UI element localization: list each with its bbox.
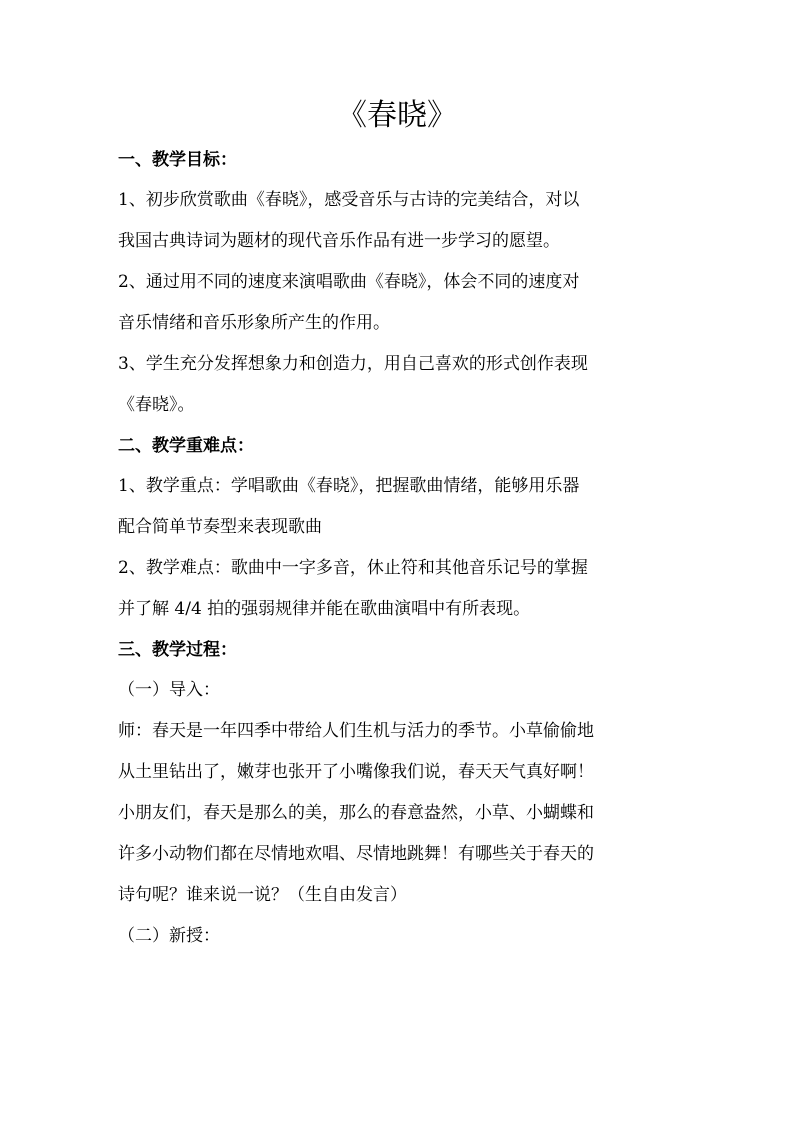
text-line: 《春晓》。 <box>118 395 195 415</box>
text-line: 1、初步欣赏歌曲《春晓》，感受音乐与古诗的完美结合，对以 <box>118 190 580 210</box>
section-heading-objectives: 一、教学目标： <box>118 150 237 170</box>
key-point-item-1 <box>118 466 678 548</box>
text-line: 音乐情绪和音乐形象所产生的作用。 <box>118 313 390 333</box>
text-line: 2、教学难点：歌曲中一字多音，休止符和其他音乐记号的掌握 <box>118 558 588 578</box>
teacher-speech <box>118 711 678 916</box>
text-line: 配合简单节奏型来表现歌曲 <box>118 517 322 537</box>
text-line: 小朋友们，春天是那么的美，那么的春意盎然，小草、小蝴蝶和 <box>118 803 594 823</box>
text-line: 2、通过用不同的速度来演唱歌曲《春晓》，体会不同的速度对 <box>118 272 580 292</box>
subsection-new-teaching-heading: （二）新授： <box>118 926 220 946</box>
section-heading-process: 三、教学过程： <box>118 640 237 660</box>
subsection-intro-heading: （一）导入： <box>118 680 220 700</box>
text-line: 并了解 4/4 拍的强弱规律并能在歌曲演唱中有所表现。 <box>118 599 531 619</box>
section-heading-key-points: 二、教学重难点： <box>118 436 254 456</box>
document-title: 《春晓》 <box>337 98 457 133</box>
text-line: 许多小动物们都在尽情地欢唱、尽情地跳舞！有哪些关于春天的 <box>118 844 594 864</box>
text-line: 从土里钻出了，嫩芽也张开了小嘴像我们说，春天天气真好啊！ <box>118 762 594 782</box>
text-line: 3、学生充分发挥想象力和创造力，用自己喜欢的形式创作表现 <box>118 354 588 374</box>
text-line: 诗句呢？谁来说一说？（生自由发言） <box>118 885 407 905</box>
key-point-item-2 <box>118 548 678 630</box>
objective-item-2 <box>118 262 678 344</box>
objective-item-3 <box>118 344 678 426</box>
text-line: 师：春天是一年四季中带给人们生机与活力的季节。小草偷偷地 <box>118 721 594 741</box>
document-body <box>118 140 678 957</box>
text-line: 我国古典诗词为题材的现代音乐作品有进一步学习的愿望。 <box>118 231 560 251</box>
objective-item-1 <box>118 180 678 262</box>
text-line: 1、教学重点：学唱歌曲《春晓》，把握歌曲情绪，能够用乐器 <box>118 476 580 496</box>
